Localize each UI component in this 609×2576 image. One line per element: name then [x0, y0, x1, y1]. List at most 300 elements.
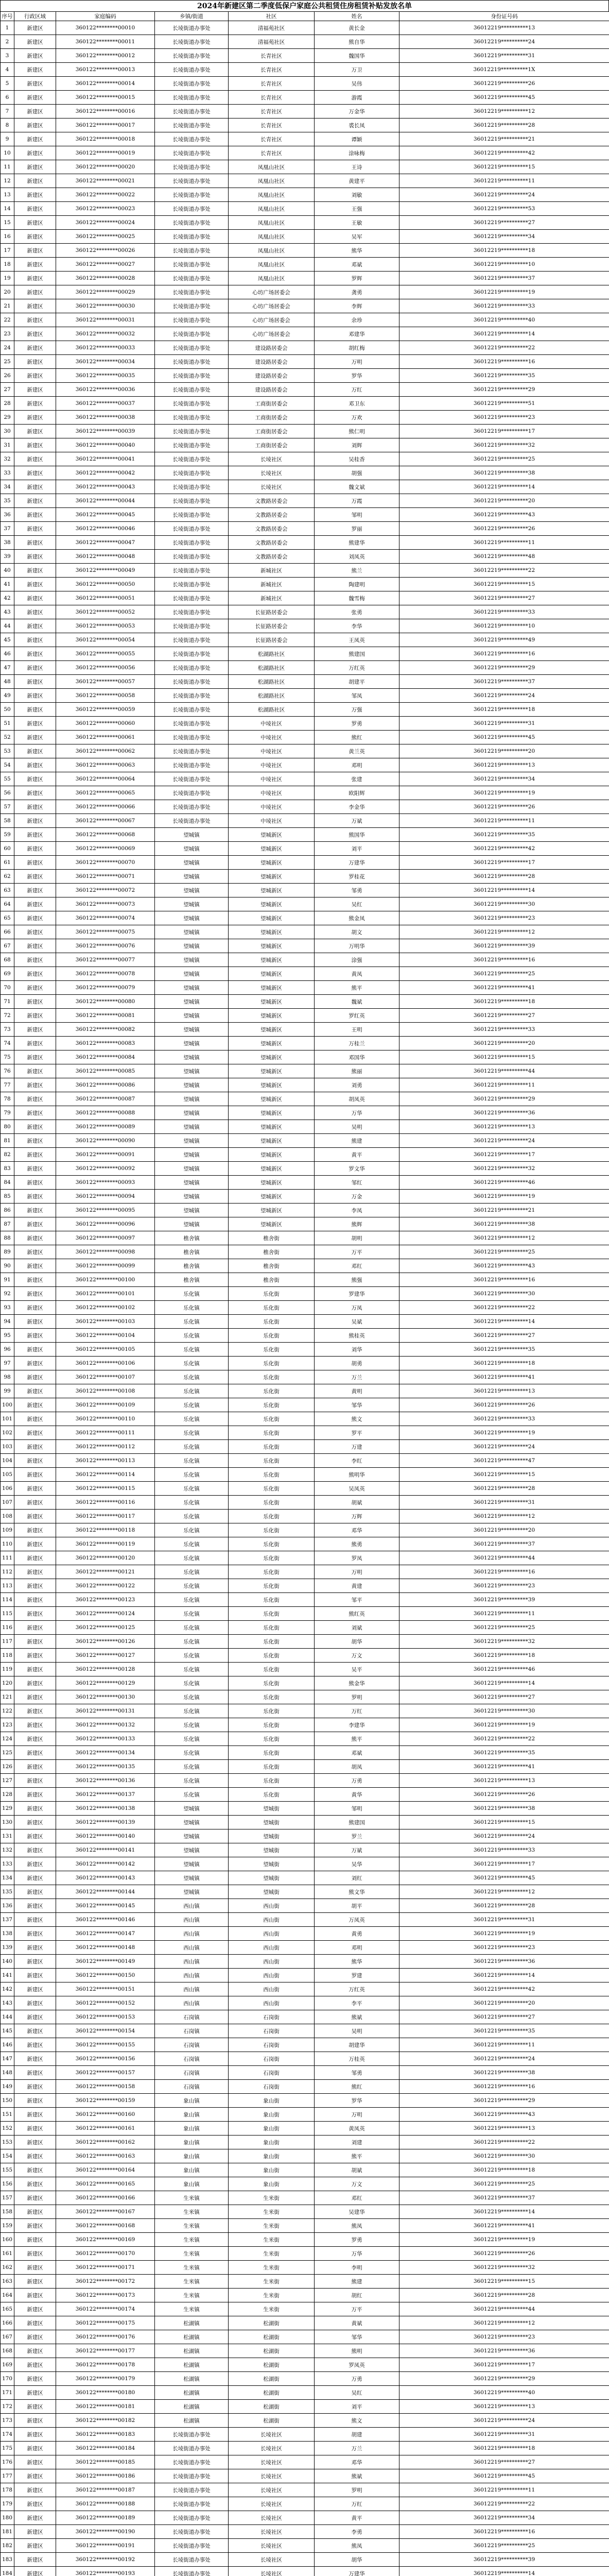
cell-district: 新建区 [14, 786, 56, 800]
cell-town: 望城镇 [155, 1857, 229, 1871]
cell-id-number: 36012219**********11 [399, 1078, 609, 1092]
cell-name: 刘斌 [315, 1621, 399, 1635]
table-row [1, 1941, 609, 1955]
cell-id-number: 36012219**********16 [399, 2080, 609, 2094]
cell-name: 涂强 [315, 953, 399, 967]
cell-seq: 17 [1, 244, 14, 258]
table-row [1, 1134, 609, 1148]
cell-district: 新建区 [14, 842, 56, 856]
cell-district: 新建区 [14, 1050, 56, 1064]
cell-community: 乐化街 [229, 1788, 315, 1802]
cell-town: 乐化镇 [155, 1357, 229, 1370]
cell-name: 胡凤 [315, 1760, 399, 1774]
cell-name: 吴凤英 [315, 1482, 399, 1496]
cell-seq: 71 [1, 995, 14, 1009]
cell-name: 邹红 [315, 1176, 399, 1190]
cell-district: 新建区 [14, 564, 56, 578]
cell-community: 乐化街 [229, 1537, 315, 1551]
table-row [1, 285, 609, 299]
cell-town: 望城镇 [155, 981, 229, 995]
cell-town: 长堎街道办事处 [155, 244, 229, 258]
cell-district: 新建区 [14, 1370, 56, 1384]
cell-district: 新建区 [14, 758, 56, 772]
cell-district: 新建区 [14, 132, 56, 146]
cell-family-code: 360122********00190 [56, 2525, 155, 2539]
cell-district: 新建区 [14, 1440, 56, 1454]
cell-community: 建设路居委会 [229, 341, 315, 355]
cell-district: 新建区 [14, 2497, 56, 2511]
cell-id-number: 36012219**********24 [399, 2052, 609, 2066]
cell-seq: 47 [1, 661, 14, 675]
cell-family-code: 360122********00139 [56, 1816, 155, 1829]
cell-town: 长堎街道办事处 [155, 508, 229, 522]
cell-town: 乐化镇 [155, 1704, 229, 1718]
table-row [1, 1885, 609, 1899]
cell-seq: 141 [1, 1969, 14, 1982]
cell-town: 乐化镇 [155, 1482, 229, 1496]
cell-seq: 8 [1, 118, 14, 132]
table-row [1, 1774, 609, 1788]
cell-family-code: 360122********00093 [56, 1176, 155, 1190]
cell-town: 乐化镇 [155, 1343, 229, 1357]
cell-community: 乐化街 [229, 1343, 315, 1357]
table-row [1, 118, 609, 132]
cell-town: 望城镇 [155, 1092, 229, 1106]
cell-id-number: 36012219**********29 [399, 2372, 609, 2386]
cell-name: 万辉 [315, 1510, 399, 1523]
cell-id-number: 36012219**********11 [399, 1607, 609, 1621]
table-row [1, 550, 609, 564]
cell-district: 新建区 [14, 2136, 56, 2149]
cell-family-code: 360122********00084 [56, 1050, 155, 1064]
table-row [1, 2191, 609, 2205]
cell-community: 松湖路社区 [229, 703, 315, 717]
cell-town: 望城镇 [155, 995, 229, 1009]
cell-community: 乐化街 [229, 1454, 315, 1468]
cell-district: 新建区 [14, 1273, 56, 1287]
cell-community: 乐化街 [229, 1357, 315, 1370]
cell-town: 望城镇 [155, 1885, 229, 1899]
cell-district: 新建区 [14, 1593, 56, 1607]
cell-seq: 9 [1, 132, 14, 146]
cell-name: 万红 [315, 1704, 399, 1718]
cell-name: 胡建 [315, 2428, 399, 2442]
cell-family-code: 360122********00150 [56, 1969, 155, 1982]
cell-district: 新建区 [14, 1092, 56, 1106]
cell-district: 新建区 [14, 995, 56, 1009]
cell-id-number: 36012219**********31 [399, 1496, 609, 1510]
cell-seq: 13 [1, 188, 14, 202]
cell-id-number: 36012219**********13 [399, 2400, 609, 2414]
cell-community: 望城新区 [229, 1134, 315, 1148]
cell-district: 新建区 [14, 1760, 56, 1774]
cell-id-number: 36012219**********49 [399, 633, 609, 647]
cell-town: 松湖镇 [155, 2386, 229, 2400]
cell-community: 长堎社区 [229, 466, 315, 480]
cell-district: 新建区 [14, 2469, 56, 2483]
cell-community: 建设路居委会 [229, 383, 315, 397]
cell-id-number: 36012219**********30 [399, 2149, 609, 2163]
cell-town: 西山镇 [155, 1955, 229, 1969]
cell-name: 熊金华 [315, 1676, 399, 1690]
cell-id-number: 36012219**********11 [399, 2483, 609, 2497]
cell-family-code: 360122********00115 [56, 1482, 155, 1496]
cell-seq: 30 [1, 425, 14, 438]
cell-family-code: 360122********00187 [56, 2483, 155, 2497]
cell-id-number: 36012219**********48 [399, 550, 609, 564]
cell-town: 乐化镇 [155, 1329, 229, 1343]
cell-town: 望城镇 [155, 1871, 229, 1885]
cell-name: 万红 [315, 383, 399, 397]
cell-town: 望城镇 [155, 1037, 229, 1050]
cell-seq: 97 [1, 1357, 14, 1370]
cell-community: 乐化街 [229, 1412, 315, 1426]
cell-district: 新建区 [14, 1871, 56, 1885]
cell-town: 生米镇 [155, 2219, 229, 2233]
cell-community: 凤凰山社区 [229, 272, 315, 285]
table-row [1, 1023, 609, 1037]
cell-seq: 69 [1, 967, 14, 981]
cell-town: 长堎街道办事处 [155, 619, 229, 633]
cell-community: 乐化街 [229, 1329, 315, 1343]
cell-name: 邓明 [315, 1941, 399, 1955]
cell-seq: 44 [1, 619, 14, 633]
table-row [1, 1565, 609, 1579]
cell-name: 熊桂英 [315, 1329, 399, 1343]
cell-name: 熊华 [315, 1955, 399, 1969]
cell-seq: 36 [1, 508, 14, 522]
cell-name: 邓华 [315, 1523, 399, 1537]
cell-name: 刘建 [315, 2136, 399, 2149]
cell-district: 新建区 [14, 522, 56, 536]
cell-name: 熊建国 [315, 1816, 399, 1829]
cell-community: 望城街 [229, 1885, 315, 1899]
cell-family-code: 360122********00132 [56, 1718, 155, 1732]
cell-id-number: 36012219**********42 [399, 1982, 609, 1996]
cell-town: 长堎街道办事处 [155, 327, 229, 341]
cell-community: 望城新区 [229, 995, 315, 1009]
table-row [1, 2177, 609, 2191]
cell-name: 黄明 [315, 1384, 399, 1398]
cell-district: 新建区 [14, 2205, 56, 2219]
table-row [1, 174, 609, 188]
cell-town: 长堎街道办事处 [155, 160, 229, 174]
cell-id-number: 36012219**********40 [399, 313, 609, 327]
cell-name: 胡华 [315, 2553, 399, 2567]
cell-name: 邓红 [315, 2191, 399, 2205]
cell-family-code: 360122********00067 [56, 814, 155, 828]
cell-community: 长青社区 [229, 105, 315, 118]
table-row [1, 244, 609, 258]
cell-id-number: 36012219**********45 [399, 91, 609, 105]
cell-family-code: 360122********00119 [56, 1537, 155, 1551]
cell-family-code: 360122********00083 [56, 1037, 155, 1050]
table-row [1, 1078, 609, 1092]
cell-district: 新建区 [14, 2358, 56, 2372]
cell-seq: 1 [1, 21, 14, 35]
cell-district: 新建区 [14, 605, 56, 619]
cell-id-number: 36012219**********18 [399, 2163, 609, 2177]
table-row [1, 1384, 609, 1398]
cell-seq: 50 [1, 703, 14, 717]
cell-district: 新建区 [14, 369, 56, 383]
cell-community: 乐化街 [229, 1384, 315, 1398]
cell-community: 长青社区 [229, 49, 315, 63]
cell-name: 魏文斌 [315, 480, 399, 494]
cell-district: 新建区 [14, 105, 56, 118]
cell-family-code: 360122********00073 [56, 897, 155, 911]
cell-community: 乐化街 [229, 1732, 315, 1746]
cell-seq: 157 [1, 2191, 14, 2205]
cell-district: 新建区 [14, 244, 56, 258]
cell-family-code: 360122********00057 [56, 675, 155, 689]
cell-family-code: 360122********00142 [56, 1857, 155, 1871]
cell-community: 清福苑社区 [229, 21, 315, 35]
table-row [1, 2455, 609, 2469]
table-row [1, 2136, 609, 2149]
cell-seq: 154 [1, 2149, 14, 2163]
cell-id-number: 36012219**********34 [399, 230, 609, 244]
cell-seq: 24 [1, 341, 14, 355]
cell-name: 吴桂香 [315, 452, 399, 466]
cell-town: 望城镇 [155, 925, 229, 939]
cell-district: 新建区 [14, 1788, 56, 1802]
table-row [1, 1370, 609, 1384]
cell-seq: 96 [1, 1343, 14, 1357]
cell-family-code: 360122********00147 [56, 1927, 155, 1941]
table-row [1, 772, 609, 786]
cell-district: 新建区 [14, 2553, 56, 2567]
cell-seq: 21 [1, 299, 14, 313]
cell-name: 李勇 [315, 2525, 399, 2539]
cell-seq: 57 [1, 800, 14, 814]
cell-family-code: 360122********00025 [56, 230, 155, 244]
cell-family-code: 360122********00186 [56, 2469, 155, 2483]
cell-seq: 38 [1, 536, 14, 550]
cell-name: 刘辉 [315, 438, 399, 452]
cell-name: 罗凤英 [315, 2358, 399, 2372]
table-row [1, 1357, 609, 1370]
cell-district: 新建区 [14, 2289, 56, 2302]
cell-district: 新建区 [14, 981, 56, 995]
cell-family-code: 360122********00034 [56, 355, 155, 369]
table-row [1, 2024, 609, 2038]
cell-name: 刘华 [315, 1343, 399, 1357]
cell-seq: 64 [1, 897, 14, 911]
cell-town: 长堎街道办事处 [155, 63, 229, 77]
cell-id-number: 36012219**********41 [399, 981, 609, 995]
cell-id-number: 36012219**********20 [399, 744, 609, 758]
cell-town: 长堎街道办事处 [155, 480, 229, 494]
cell-community: 松湖路社区 [229, 675, 315, 689]
table-row [1, 814, 609, 828]
cell-id-number: 36012219**********38 [399, 1217, 609, 1231]
cell-district: 新建区 [14, 2024, 56, 2038]
cell-seq: 117 [1, 1635, 14, 1649]
cell-town: 长堎街道办事处 [155, 494, 229, 508]
cell-town: 石岗镇 [155, 2066, 229, 2080]
cell-id-number: 36012219**********37 [399, 272, 609, 285]
cell-name: 万明 [315, 355, 399, 369]
cell-id-number: 36012219**********39 [399, 1593, 609, 1607]
cell-town: 望城镇 [155, 1162, 229, 1176]
cell-town: 乐化镇 [155, 1426, 229, 1440]
cell-community: 长青社区 [229, 146, 315, 160]
cell-family-code: 360122********00162 [56, 2136, 155, 2149]
cell-town: 乐化镇 [155, 1635, 229, 1649]
cell-seq: 165 [1, 2302, 14, 2316]
cell-community: 望城新区 [229, 1217, 315, 1231]
cell-district: 新建区 [14, 1329, 56, 1343]
cell-community: 望城新区 [229, 884, 315, 897]
cell-seq: 144 [1, 2010, 14, 2024]
cell-town: 乐化镇 [155, 1496, 229, 1510]
cell-id-number: 36012219**********29 [399, 2094, 609, 2108]
cell-community: 中堎社区 [229, 814, 315, 828]
cell-name: 胡凤英 [315, 1092, 399, 1106]
cell-name: 魏斌 [315, 995, 399, 1009]
cell-district: 新建区 [14, 146, 56, 160]
cell-seq: 132 [1, 1843, 14, 1857]
cell-name: 罗平 [315, 1426, 399, 1440]
table-row [1, 619, 609, 633]
cell-town: 长堎街道办事处 [155, 35, 229, 49]
cell-community: 松湖路社区 [229, 647, 315, 661]
cell-name: 万欢 [315, 411, 399, 425]
cell-district: 新建区 [14, 1454, 56, 1468]
table-row [1, 897, 609, 911]
cell-seq: 140 [1, 1955, 14, 1969]
cell-seq: 142 [1, 1982, 14, 1996]
cell-community: 象山街 [229, 2149, 315, 2163]
cell-community: 望城新区 [229, 1162, 315, 1176]
cell-name: 胡红 [315, 2289, 399, 2302]
cell-id-number: 36012219**********28 [399, 1899, 609, 1913]
cell-seq: 56 [1, 786, 14, 800]
cell-id-number: 36012219**********16 [399, 355, 609, 369]
cell-community: 望城新区 [229, 1148, 315, 1162]
cell-seq: 112 [1, 1565, 14, 1579]
cell-town: 长堎街道办事处 [155, 591, 229, 605]
table-row [1, 355, 609, 369]
table-row [1, 578, 609, 591]
cell-name: 万兰 [315, 1370, 399, 1384]
cell-district: 新建区 [14, 1913, 56, 1927]
cell-district: 新建区 [14, 1537, 56, 1551]
cell-name: 邓红 [315, 1259, 399, 1273]
cell-name: 万红 [315, 2497, 399, 2511]
cell-seq: 46 [1, 647, 14, 661]
cell-family-code: 360122********00137 [56, 1788, 155, 1802]
cell-seq: 6 [1, 91, 14, 105]
cell-town: 长堎街道办事处 [155, 689, 229, 703]
cell-district: 新建区 [14, 550, 56, 564]
cell-name: 黄平 [315, 2511, 399, 2525]
cell-seq: 82 [1, 1148, 14, 1162]
cell-community: 望城新区 [229, 1120, 315, 1134]
cell-district: 新建区 [14, 689, 56, 703]
cell-district: 新建区 [14, 870, 56, 884]
cell-community: 望城街 [229, 1871, 315, 1885]
cell-family-code: 360122********00129 [56, 1676, 155, 1690]
cell-community: 望城新区 [229, 1204, 315, 1217]
cell-seq: 176 [1, 2455, 14, 2469]
cell-town: 长堎街道办事处 [155, 411, 229, 425]
table-row [1, 341, 609, 355]
cell-town: 乐化镇 [155, 1607, 229, 1621]
table-row [1, 327, 609, 341]
cell-id-number: 36012219**********24 [399, 689, 609, 703]
cell-community: 乐化街 [229, 1482, 315, 1496]
table-row [1, 661, 609, 675]
table-row [1, 438, 609, 452]
cell-community: 象山街 [229, 2177, 315, 2191]
cell-community: 凤凰山社区 [229, 258, 315, 272]
cell-town: 长堎街道办事处 [155, 369, 229, 383]
cell-district: 新建区 [14, 1746, 56, 1760]
cell-family-code: 360122********00158 [56, 2080, 155, 2094]
cell-id-number: 36012219**********20 [399, 494, 609, 508]
cell-district: 新建区 [14, 2344, 56, 2358]
cell-community: 望城新区 [229, 1078, 315, 1092]
cell-community: 长青社区 [229, 63, 315, 77]
cell-seq: 109 [1, 1523, 14, 1537]
cell-town: 长堎街道办事处 [155, 2442, 229, 2455]
table-row [1, 2219, 609, 2233]
cell-community: 建设路居委会 [229, 369, 315, 383]
subsidy-table [0, 11, 609, 2576]
table-row [1, 2163, 609, 2177]
cell-district: 新建区 [14, 2316, 56, 2330]
cell-seq: 49 [1, 689, 14, 703]
cell-name: 熊建华 [315, 536, 399, 550]
cell-community: 望城街 [229, 1802, 315, 1816]
cell-family-code: 360122********00134 [56, 1746, 155, 1760]
cell-community: 文教路居委会 [229, 550, 315, 564]
table-row [1, 2247, 609, 2261]
header-district: 行政区域 [14, 12, 56, 21]
cell-name: 万红英 [315, 661, 399, 675]
cell-name: 熊明华 [315, 1468, 399, 1482]
cell-family-code: 360122********00120 [56, 1551, 155, 1565]
cell-district: 新建区 [14, 1982, 56, 1996]
cell-id-number: 36012219**********24 [399, 35, 609, 49]
cell-district: 新建区 [14, 355, 56, 369]
table-row [1, 1496, 609, 1510]
cell-town: 乐化镇 [155, 1440, 229, 1454]
table-row [1, 744, 609, 758]
cell-id-number: 36012219**********20 [399, 1037, 609, 1050]
cell-town: 望城镇 [155, 1023, 229, 1037]
cell-name: 余珍 [315, 313, 399, 327]
cell-district: 新建区 [14, 1996, 56, 2010]
cell-family-code: 360122********00018 [56, 132, 155, 146]
cell-community: 乐化街 [229, 1676, 315, 1690]
cell-community: 文教路居委会 [229, 536, 315, 550]
cell-district: 新建区 [14, 633, 56, 647]
cell-community: 望城街 [229, 1816, 315, 1829]
cell-family-code: 360122********00148 [56, 1941, 155, 1955]
table-row [1, 1927, 609, 1941]
cell-id-number: 36012219**********25 [399, 967, 609, 981]
cell-id-number: 36012219**********22 [399, 2136, 609, 2149]
table-row [1, 411, 609, 425]
table-row [1, 1037, 609, 1050]
cell-id-number: 36012219**********25 [399, 452, 609, 466]
cell-district: 新建区 [14, 2233, 56, 2247]
table-row [1, 2122, 609, 2136]
cell-community: 新城社区 [229, 591, 315, 605]
